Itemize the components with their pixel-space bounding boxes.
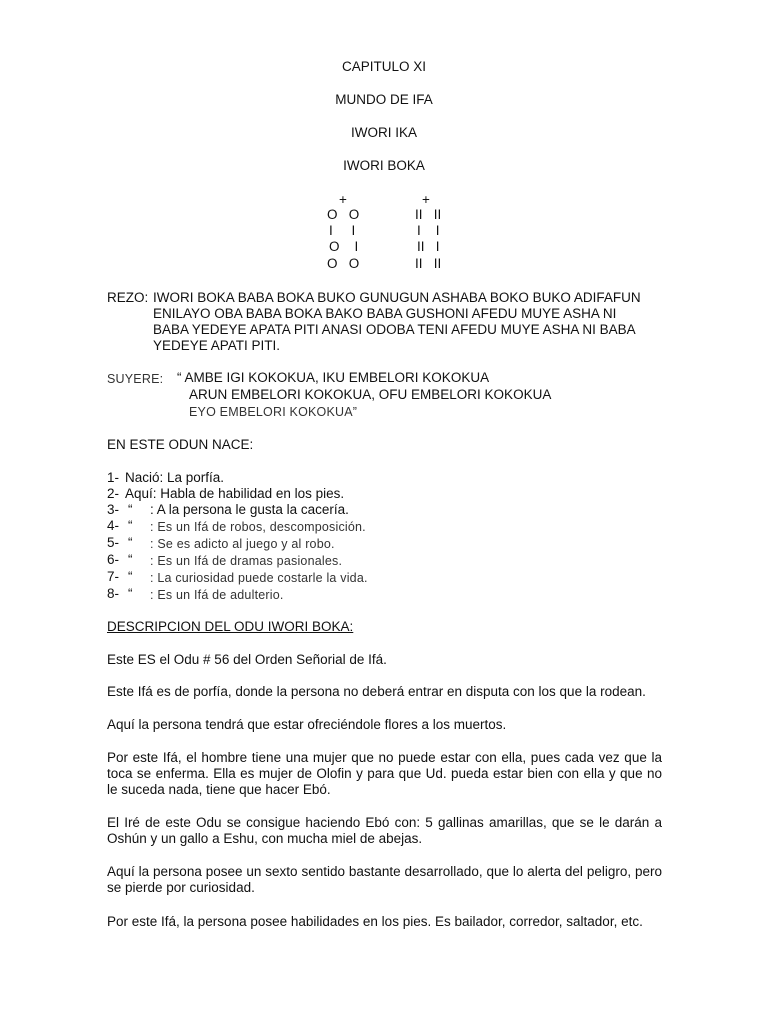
list-item-text: : Es un Ifá de dramas pasionales. [150,554,343,568]
list-item-number: 1- [107,470,120,485]
sign-right-row: II II [415,207,442,222]
list-item-text: : Es un Ifá de adulterio. [150,588,284,602]
list-item-number: 7- [107,569,120,584]
sign-left-row: O O [327,256,360,271]
list-item-text: Aquí: Habla de habilidad en los pies. [125,486,345,501]
list-item-number: 5- [107,535,120,550]
rezo-line: IWORI BOKA BABA BOKA BUKO GUNUGUN ASHABA BOKO BUKO ADIFAFUN [153,290,641,305]
rezo-line: YEDEYE APATI PITI. [153,338,281,353]
rezo-line: ENILAYO OBA BABA BOKA BAKO BABA GUSHONI AFEDU MUYE ASHA NI [153,306,617,321]
chapter-title: CAPITULO XI [341,59,427,74]
list-item-text: : Se es adicto al juego y al robo. [150,537,335,551]
suyere-line: EYO EMBELORI KOKOKUA” [189,405,358,419]
odu-alt-title: IWORI IKA [350,125,417,140]
sign-right-row: II I [417,239,440,254]
suyere-line: ARUN EMBELORI KOKOKUA, OFU EMBELORI KOKOKUA [189,387,552,402]
list-item-text: : Es un Ifá de robos, descomposición. [150,520,366,534]
paragraph: Aquí la persona posee un sexto sentido bastante desarrollado, que lo alerta del peligro, pero se pierde por curiosidad. [107,864,662,895]
list-item-number: 4- [107,518,120,533]
descripcion-heading: DESCRIPCION DEL ODU IWORI BOKA: [107,619,354,634]
paragraph: Por este Ifá, el hombre tiene una mujer que no puede estar con ella, pues cada vez que la toca se enferma. Ella es mujer de Olofin y para que Ud. pueda estar bien con ella y que no le suceda nada, tiene que hacer Ebó. [107,750,662,797]
sign-right-row: I I [417,223,440,238]
list-item-text: : A la persona le gusta la cacería. [150,502,349,517]
sign-left-row: + [339,192,347,207]
list-item-number: 8- [107,586,120,601]
list-item-quote: “ [128,552,133,567]
paragraph: El Iré de este Odu se consigue haciendo Ebó con: 5 gallinas amarillas, que se le darán a Oshún y un gallo a Eshu, con mucha miel de abejas. [107,815,662,846]
odu-name-title: IWORI BOKA [343,158,425,173]
list-item-quote: “ [128,535,133,550]
list-item-quote: “ [128,586,133,601]
sign-left-row: I I [329,223,356,238]
suyere-label: SUYERE: [107,372,164,386]
paragraph: Aquí la persona tendrá que estar ofreciéndole flores a los muertos. [107,717,507,732]
world-title: MUNDO DE IFA [335,92,433,107]
sign-left-row: O O [327,207,360,222]
list-item-quote: “ [128,569,133,584]
sign-right-row: II II [415,256,442,271]
list-item-number: 2- [107,486,120,501]
nace-heading: EN ESTE ODUN NACE: [107,437,254,452]
list-item-quote: “ [128,502,133,517]
sign-right-row: + [422,192,430,207]
list-item-number: 3- [107,502,120,517]
list-item-quote: “ [128,518,133,533]
list-item-text: Nació: La porfía. [125,470,225,485]
rezo-line: BABA YEDEYE APATA PITI ANASI ODOBA TENI AFEDU MUYE ASHA NI BABA [153,322,636,337]
suyere-line: “ AMBE IGI KOKOKUA, IKU EMBELORI KOKOKUA [177,370,490,385]
paragraph: Este ES el Odu # 56 del Orden Señorial de Ifá. [107,652,387,667]
rezo-label: REZO: [107,290,149,305]
sign-left-row: O I [329,239,359,254]
paragraph: Este Ifá es de porfía, donde la persona no deberá entrar en disputa con los que la rodean. [107,684,646,699]
paragraph: Por este Ifá, la persona posee habilidades en los pies. Es bailador, corredor, saltador, etc. [107,914,643,929]
list-item-text: : La curiosidad puede costarle la vida. [150,571,368,585]
list-item-number: 6- [107,552,120,567]
